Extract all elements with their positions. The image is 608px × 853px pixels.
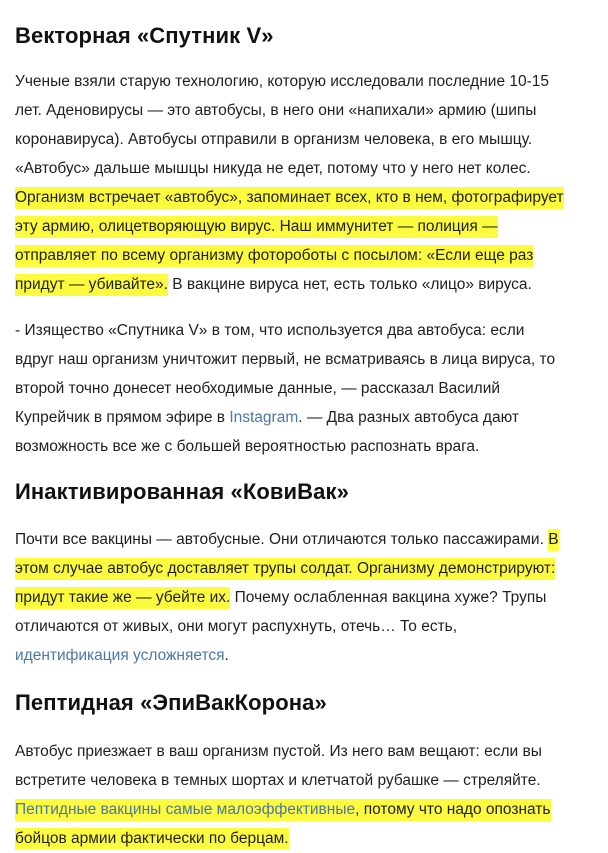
text-line: второй точно донесет необходимые данные, — рассказал Василий [15, 380, 501, 397]
section-heading-sputnik: Векторная «Спутник V» [15, 23, 274, 48]
text-line: встретите человека в темных шортах и клетчатой рубашке — стреляйте. [15, 772, 541, 789]
highlighted-text: Организм встречает «автобус», запоминает всех, кто в нем, фотографирует [15, 187, 564, 209]
text-line [15, 525, 595, 554]
highlighted-text: придут такие же — убейте их. [15, 587, 230, 609]
identification-link[interactable]: идентификация усложняется [15, 647, 225, 664]
text-line [15, 183, 595, 212]
text-line [15, 583, 595, 612]
text-line: коронавируса). Автобусы отправили в организм человека, в его мышцу. [15, 131, 533, 148]
article [15, 0, 595, 853]
instagram-link[interactable]: Instagram [229, 409, 299, 426]
highlighted-text [15, 799, 551, 821]
text-line [15, 241, 595, 270]
paragraph-sputnik-description [15, 67, 595, 299]
highlighted-text: В [548, 529, 558, 551]
paragraph-quote-kupreychik [15, 316, 595, 461]
plain-text: Почему ослабленная вакцина хуже? Трупы [230, 589, 547, 606]
text-line: вдруг наш организм уничтожит первый, не всматриваясь в лица вируса, то [15, 351, 556, 368]
text-line: - Изящество «Спутника V» в том, что используется два автобуса: если [15, 322, 525, 339]
plain-text: , потому что надо опознать [355, 801, 551, 818]
text-line [15, 554, 595, 583]
text-line: лет. Аденовирусы — это автобусы, в него они «напихали» армию (шипы [15, 102, 537, 119]
plain-text: . — Два разных автобуса дают [298, 409, 519, 426]
highlighted-text: бойцов армии фактически по берцам. [15, 828, 289, 850]
paragraph-epivakkorona-description [15, 737, 595, 853]
paragraph-kovivak-description [15, 525, 595, 670]
peptide-vaccines-link[interactable]: Пептидные вакцины самые малоэффективные [15, 801, 356, 818]
text-line [15, 212, 595, 241]
text-line: Автобус приезжает в ваш организм пустой. Из него вам вещают: если вы [15, 743, 542, 760]
highlighted-text: эту армию, олицетворяющую вирус. Наш иммунитет — полиция — [15, 216, 498, 238]
text-line [15, 824, 595, 853]
section-heading-kovivak: Инактивированная «КовиВак» [15, 479, 349, 504]
plain-text: Почти все вакцины — автобусные. Они отличаются только пассажирами. [15, 531, 549, 548]
plain-text: . [224, 647, 229, 664]
highlighted-text: придут — убивайте». [15, 274, 168, 296]
text-line: отличаются от живых, они могут распухнуть, отечь… То есть, [15, 618, 458, 635]
text-line: «Автобус» дальше мышцы никуда не едет, потому что у него нет колес. [15, 160, 531, 177]
highlighted-text: отправляет по всему организму фотороботы с посылом: «Если еще раз [15, 245, 533, 267]
text-line: возможность все же с большей вероятностью распознать врага. [15, 438, 480, 455]
plain-text: В вакцине вируса нет, есть только «лицо» вируса. [167, 276, 532, 293]
plain-text: Купрейчик в прямом эфире в [15, 409, 230, 426]
text-line: Ученые взяли старую технологию, которую исследовали последние 10-15 [15, 73, 550, 90]
text-line [15, 403, 595, 432]
section-heading-epivakkorona: Пептидная «ЭпиВакКорона» [15, 690, 327, 715]
text-line [15, 795, 595, 824]
text-line [15, 270, 595, 299]
text-line [15, 641, 595, 670]
highlighted-text: этом случае автобус доставляет трупы солдат. Организму демонстрируют: [15, 558, 555, 580]
